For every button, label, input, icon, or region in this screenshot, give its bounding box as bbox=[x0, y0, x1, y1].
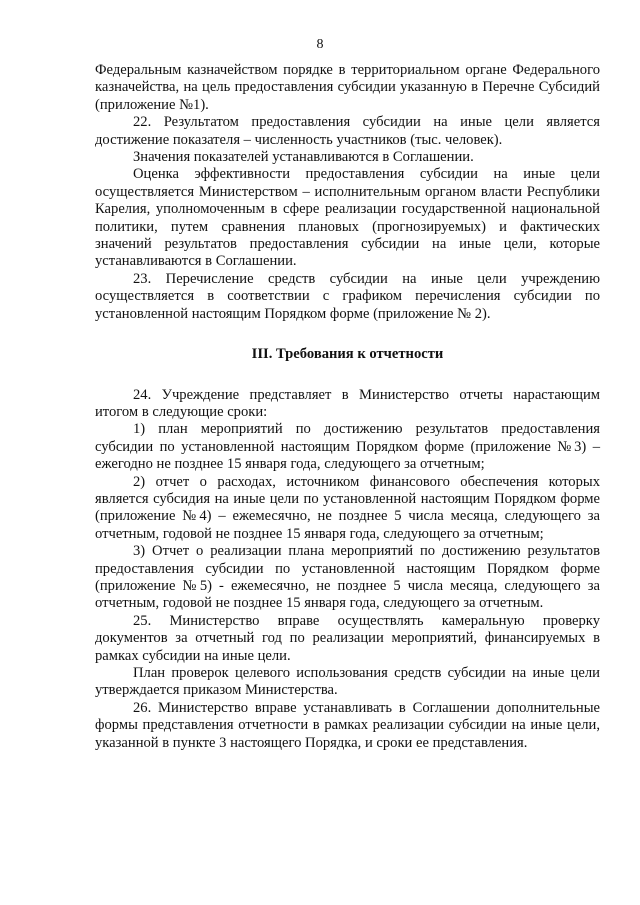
document-body bbox=[95, 62, 600, 752]
paragraph-25-plan: План проверок целевого использования средств субсидии на иные цели утверждается приказом Министерства. bbox=[95, 665, 600, 699]
paragraph-26: 26. Министерство вправе устанавливать в Соглашении дополнительные формы представления отчетности в рамках реализации субсидии на иные цели, указанной в пункте 3 настоящего Порядка, и сроки ее представления. bbox=[95, 699, 600, 751]
paragraph-24-3: 3) Отчет о реализации плана мероприятий по достижению результатов предоставления субсидии по установленной настоящим Порядком форме (приложение №5) - ежемесячно, не позднее 5 числа месяца, следующего за отчетным, годовой не позднее 15 января года, следующего за отчетным. bbox=[95, 543, 600, 612]
section-3-body bbox=[95, 387, 600, 753]
paragraph-22-evaluation: Оценка эффективности предоставления субсидии на иные цели осуществляется Министерством – исполнительным органом власти Республики Карелия, уполномоченным в сфере реализации государственной национальной политики, путем сравнения плановых (прогнозируемых) и фактических значений результатов предоставления субсидии на иные цели, которые устанавливаются в Соглашении. bbox=[95, 166, 600, 270]
paragraph-continuation: Федеральным казначейством порядке в территориальном органе Федерального казначейства, на цель предоставления субсидии указанную в Перечне Субсидий (приложение №1). bbox=[95, 62, 600, 113]
paragraph-24: 24. Учреждение представляет в Министерство отчеты нарастающим итогом в следующие сроки: bbox=[95, 386, 600, 420]
paragraph-24-1: 1) план мероприятий по достижению результатов предоставления субсидии по установленной настоящим Порядком форме (приложение №3) – ежегодно не позднее 15 января года, следующего за отчетным; bbox=[95, 421, 600, 473]
paragraph-25: 25. Министерство вправе осуществлять камеральную проверку документов за отчетный год по реализации мероприятий, финансируемых в рамках субсидии на иные цели. bbox=[95, 612, 600, 664]
paragraph-24-2: 2) отчет о расходах, источником финансового обеспечения которых является субсидия на иные цели по установленной настоящим Порядком форме (приложение №4) – ежемесячно, не позднее 5 числа месяца, следующего за отчетным, годовой не позднее 15 января года, следующего за отчетным; bbox=[95, 473, 600, 542]
paragraph-23: 23. Перечисление средств субсидии на иные цели учреждению осуществляется в соответствии с графиком перечисления субсидии по установленной настоящим Порядком форме (приложение № 2). bbox=[95, 270, 600, 322]
paragraph-22: 22. Результатом предоставления субсидии на иные цели является достижение показателя – численность участников (тыс. человек). bbox=[95, 114, 600, 148]
section-2-continuation bbox=[95, 62, 600, 323]
paragraph-22-values: Значения показателей устанавливаются в Соглашении. bbox=[133, 149, 474, 166]
page-number: 8 bbox=[316, 37, 324, 52]
section-heading: III. Требования к отчетности bbox=[251, 346, 444, 363]
